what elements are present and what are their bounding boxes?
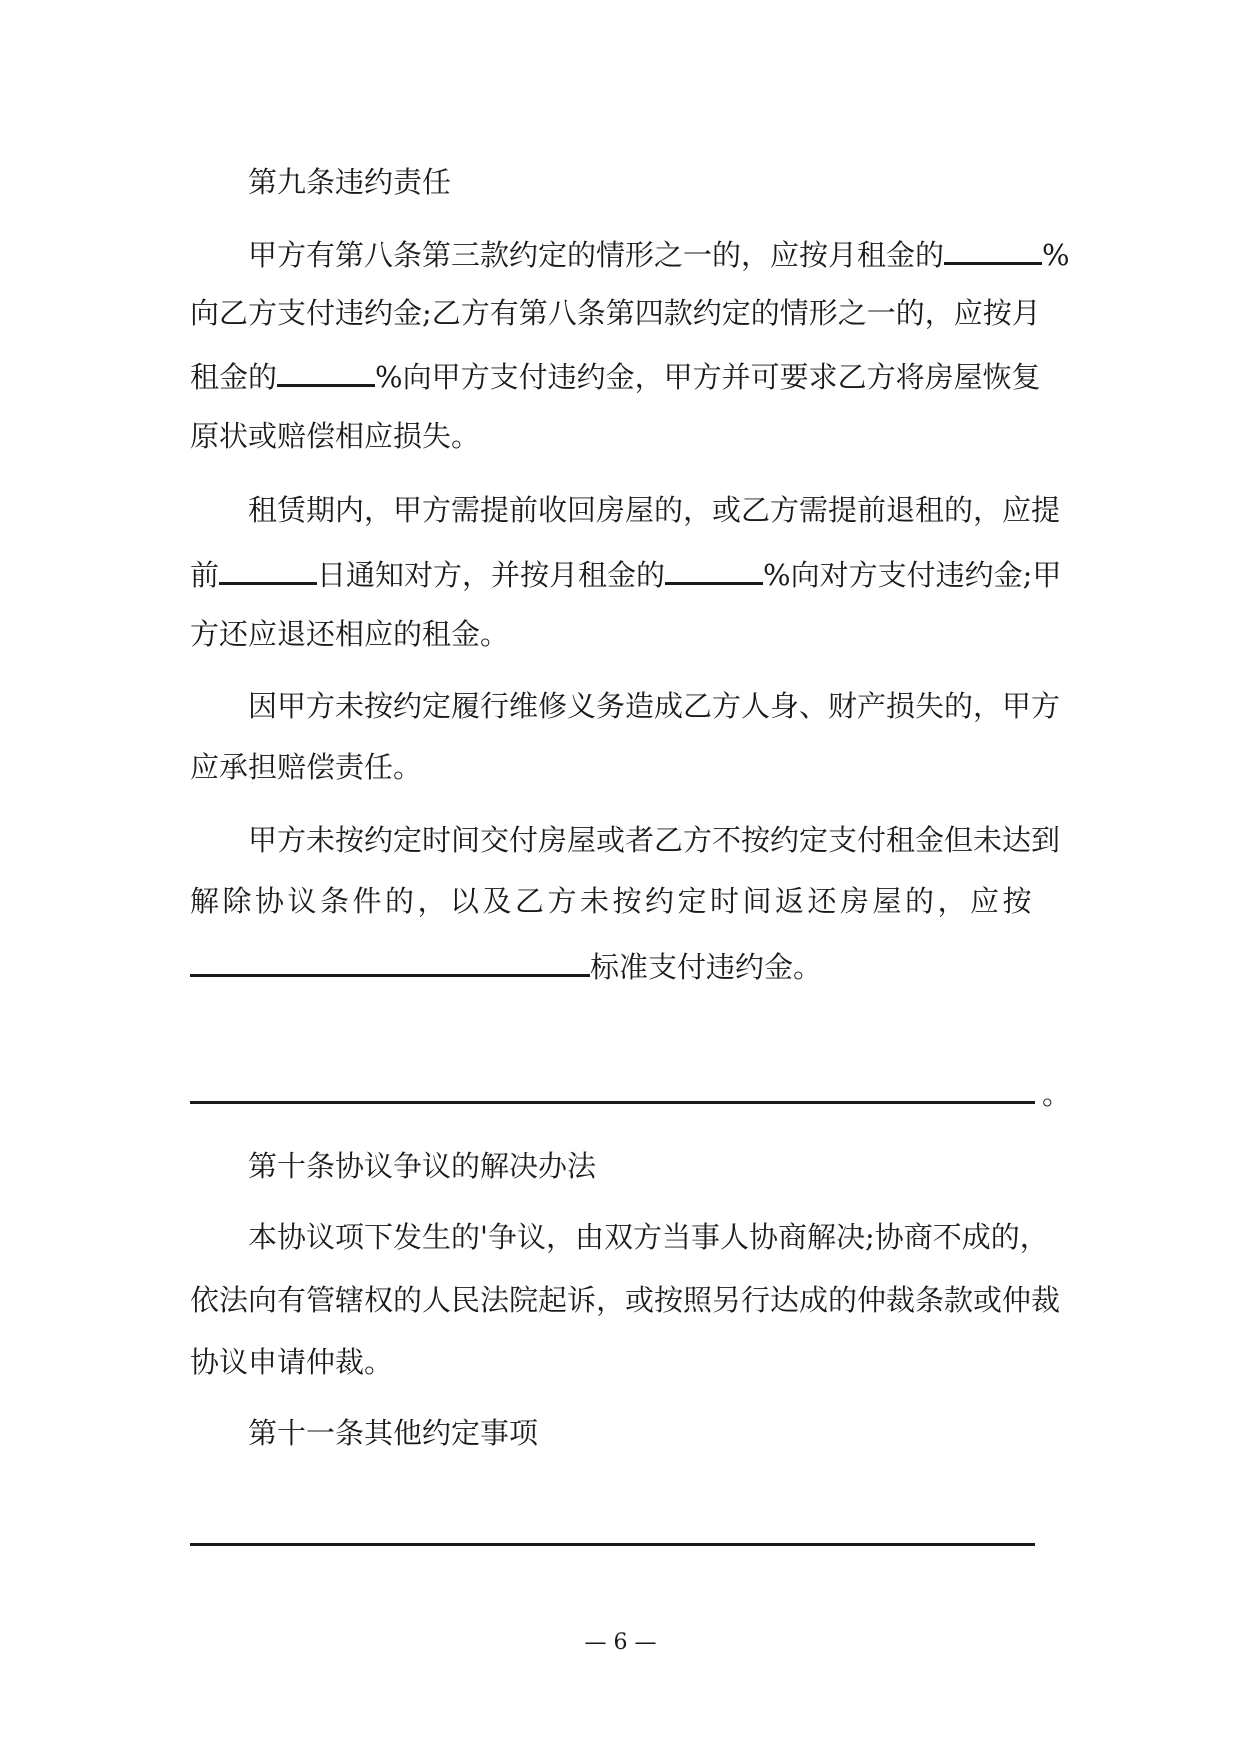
art9-p4-line3 — [190, 944, 822, 987]
text: % — [1042, 238, 1070, 272]
art9-p3-line1: 因甲方未按约定履行维修义务造成乙方人身、财产损失的，甲方 — [248, 689, 1061, 723]
art9-p2-line2 — [190, 552, 1061, 595]
art9-p4-line1: 甲方未按约定时间交付房屋或者乙方不按约定支付租金但未达到 — [248, 823, 1061, 857]
page-number: — 6 — — [584, 1630, 657, 1655]
text: %向甲方支付违约金，甲方并可要求乙方将房屋恢复 — [375, 360, 1041, 394]
blank-field — [190, 944, 590, 977]
art9-p1-line4: 原状或赔偿相应损失。 — [190, 419, 481, 453]
text: %向对方支付违约金;甲 — [763, 558, 1062, 592]
art9-p1-line1 — [248, 232, 1070, 275]
text: 甲方有第八条第三款约定的情形之一的，应按月租金的 — [248, 238, 945, 272]
art9-p1-line3 — [190, 354, 1041, 397]
blank-field — [944, 232, 1042, 265]
art9-p2-line1: 租赁期内，甲方需提前收回房屋的，或乙方需提前退租的，应提 — [248, 493, 1061, 527]
blank-rule — [190, 1543, 1035, 1546]
blank-field — [277, 354, 375, 387]
rule-end-mark: 。 — [1042, 1077, 1072, 1111]
art9-p4-line2 — [190, 881, 1035, 921]
art10-line2: 依法向有管辖权的人民法院起诉，或按照另行达成的仲裁条款或仲裁 — [190, 1283, 1061, 1317]
art9-p1-line2: 向乙方支付违约金;乙方有第八条第四款约定的情形之一的，应按月 — [190, 296, 1041, 330]
blank-rule — [190, 1101, 1035, 1104]
blank-field — [219, 552, 317, 585]
text: 前 — [190, 558, 220, 592]
art10-line1: 本协议项下发生的'争议，由双方当事人协商解决;协商不成的， — [248, 1220, 1049, 1254]
article-10-heading: 第十条协议争议的解决办法 — [248, 1149, 597, 1183]
art9-p3-line2: 应承担赔偿责任。 — [190, 750, 423, 784]
art9-p2-line3: 方还应退还相应的租金。 — [190, 617, 510, 651]
article-9-heading: 第九条违约责任 — [248, 165, 452, 199]
art10-line3: 协议申请仲裁。 — [190, 1345, 394, 1379]
text: 日通知对方，并按月租金的 — [317, 558, 666, 592]
text: 标准支付违约金。 — [590, 950, 823, 984]
text: 解除协议条件的，以及乙方未按约定时间返还房屋的，应按 — [190, 884, 1036, 918]
blank-field — [665, 552, 763, 585]
article-11-heading: 第十一条其他约定事项 — [248, 1416, 539, 1450]
text: 租金的 — [190, 360, 278, 394]
